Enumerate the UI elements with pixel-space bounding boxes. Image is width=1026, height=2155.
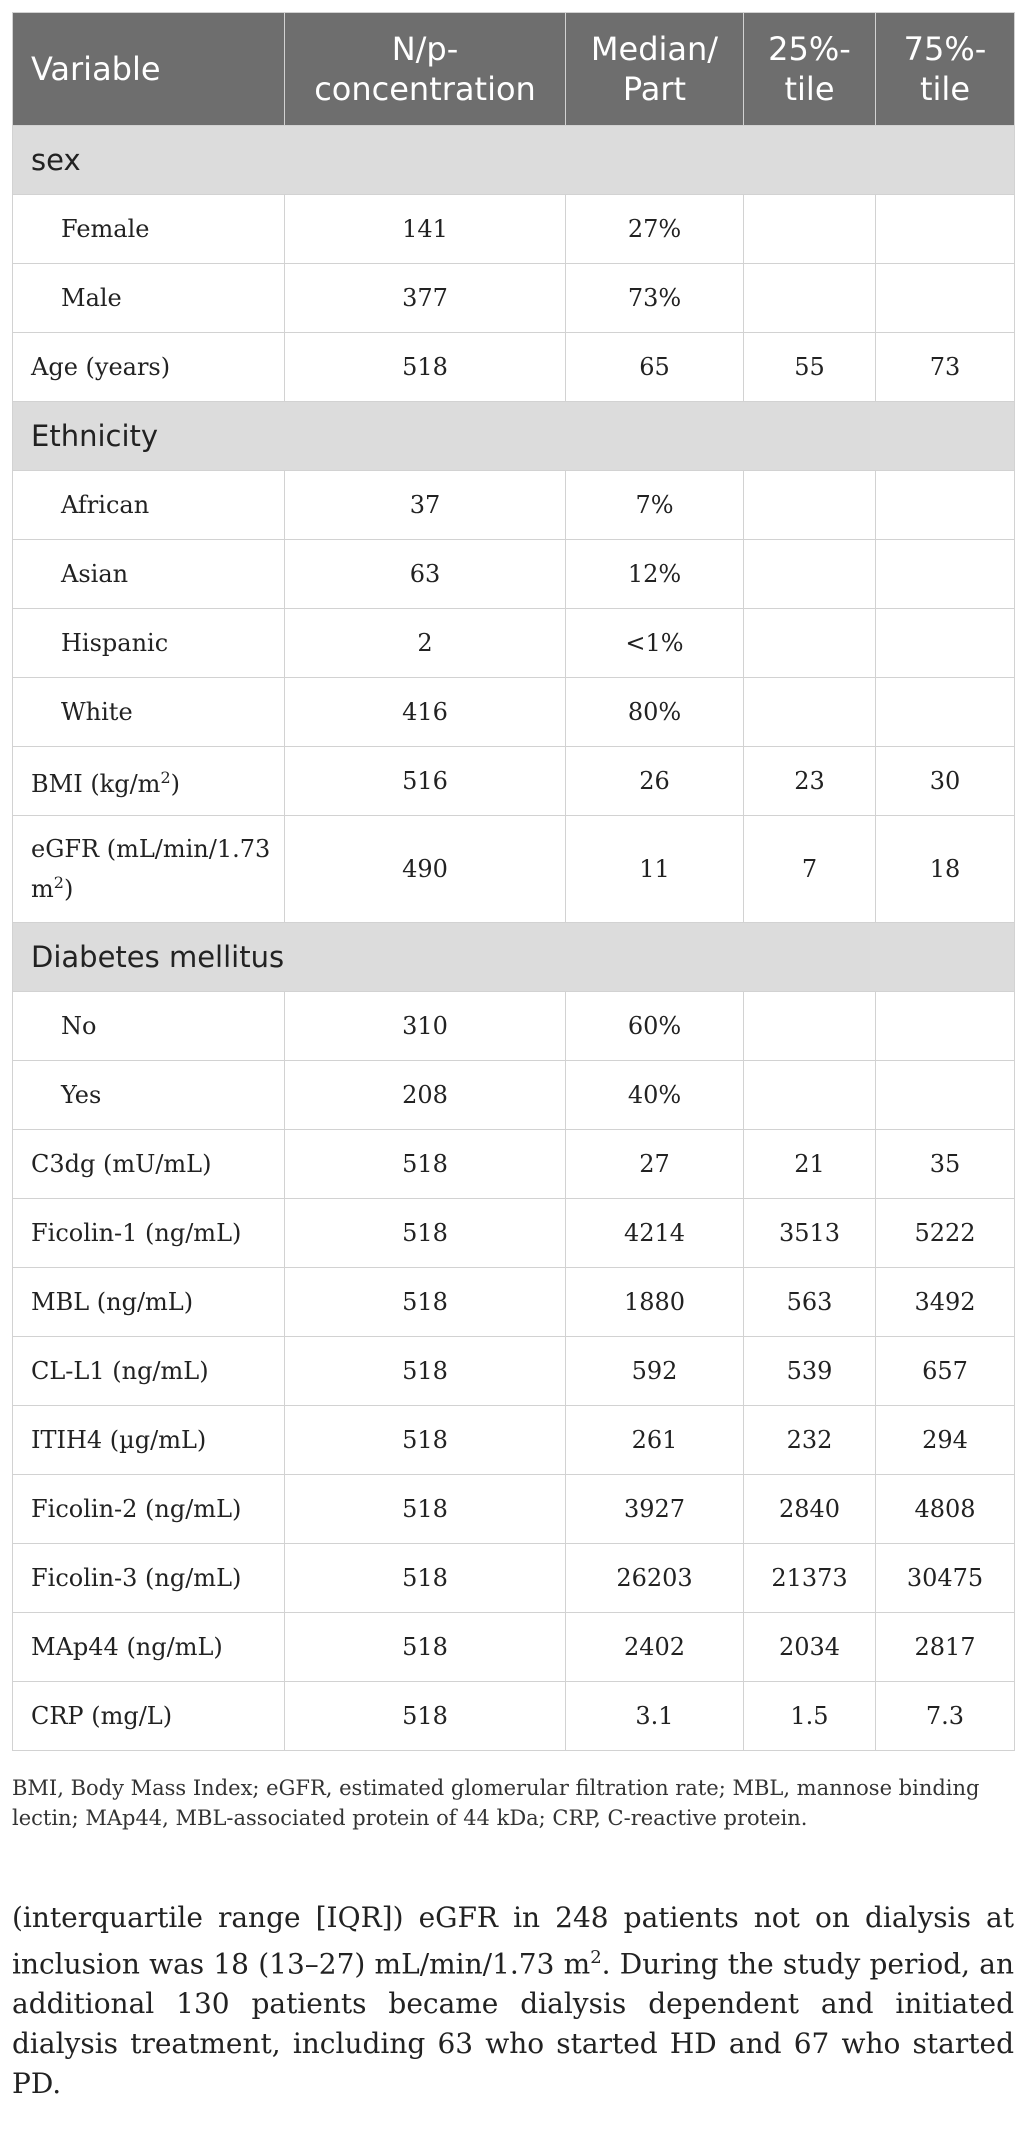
- row-label: [13, 1199, 285, 1268]
- row-label: [13, 609, 285, 678]
- row-label: [13, 1406, 285, 1475]
- cell-median: 11: [566, 816, 744, 923]
- row-label: [13, 816, 285, 923]
- section-label: Ethnicity: [13, 402, 1015, 471]
- table-row: [13, 678, 1015, 747]
- cell-n: 518: [285, 1544, 566, 1613]
- table-row: [13, 264, 1015, 333]
- cell-p75: 3492: [876, 1268, 1015, 1337]
- cell-p75: 73: [876, 333, 1015, 402]
- cell-median: 2402: [566, 1613, 744, 1682]
- cell-median: 261: [566, 1406, 744, 1475]
- table-row: [13, 1475, 1015, 1544]
- row-label-suffix: ): [63, 875, 74, 903]
- cell-p25: [744, 195, 876, 264]
- row-label-text: African: [61, 491, 150, 519]
- cell-median: 27%: [566, 195, 744, 264]
- row-label-text: Ficolin-2 (ng/mL): [31, 1495, 242, 1523]
- section-label: sex: [13, 126, 1015, 195]
- cell-p25: [744, 471, 876, 540]
- cell-p75: 35: [876, 1130, 1015, 1199]
- row-label: [13, 1475, 285, 1544]
- body-text-part1: (interquartile range [IQR]) eGFR in 248 patients not on dialysis at inclusion was 18 (13–27) mL/min/1.73 m: [12, 1901, 1014, 1981]
- cell-median: 1880: [566, 1268, 744, 1337]
- cell-n: 518: [285, 1199, 566, 1268]
- row-label: [13, 1337, 285, 1406]
- table-row: [13, 747, 1015, 816]
- header-n: N/p-concentration: [285, 13, 566, 126]
- cell-p75: 18: [876, 816, 1015, 923]
- cell-p75: [876, 471, 1015, 540]
- cell-p25: 539: [744, 1337, 876, 1406]
- row-label: [13, 1061, 285, 1130]
- table-row: [13, 1130, 1015, 1199]
- cell-n: 518: [285, 1682, 566, 1751]
- header-variable: Variable: [13, 13, 285, 126]
- row-label: [13, 264, 285, 333]
- cell-p75: [876, 609, 1015, 678]
- section-row: [13, 923, 1015, 992]
- cell-median: 4214: [566, 1199, 744, 1268]
- cell-median: <1%: [566, 609, 744, 678]
- cell-p25: 2840: [744, 1475, 876, 1544]
- cell-n: 141: [285, 195, 566, 264]
- row-label: [13, 1268, 285, 1337]
- row-label: [13, 1130, 285, 1199]
- row-label-text: Hispanic: [61, 629, 169, 657]
- cell-p75: [876, 992, 1015, 1061]
- cell-p25: [744, 540, 876, 609]
- row-label-text: Ficolin-3 (ng/mL): [31, 1564, 242, 1592]
- table-row: [13, 609, 1015, 678]
- cell-median: 592: [566, 1337, 744, 1406]
- body-text-part2: . During the study period, an additional 130 patients became dialysis dependent and initiated dialysis treatment, including 63 who started HD and 67 who started PD.: [12, 1947, 1014, 2101]
- cell-median: 65: [566, 333, 744, 402]
- row-label: [13, 678, 285, 747]
- table-header: [13, 13, 1015, 126]
- row-label-suffix: ): [170, 770, 180, 798]
- section-row: [13, 402, 1015, 471]
- cell-n: 37: [285, 471, 566, 540]
- cell-p25: [744, 264, 876, 333]
- cell-p75: 7.3: [876, 1682, 1015, 1751]
- table-row: [13, 992, 1015, 1061]
- cell-p25: 21373: [744, 1544, 876, 1613]
- table-row: [13, 1199, 1015, 1268]
- row-label-text: BMI (kg/m: [31, 770, 161, 798]
- table-footnote: BMI, Body Mass Index; eGFR, estimated glomerular filtration rate; MBL, mannose binding lectin; MAp44, MBL-associated protein of 44 kDa; CRP, C-reactive protein.: [12, 1776, 980, 1830]
- cell-p25: 1.5: [744, 1682, 876, 1751]
- cell-n: 377: [285, 264, 566, 333]
- cell-p25: 7: [744, 816, 876, 923]
- cell-n: 208: [285, 1061, 566, 1130]
- table-row: [13, 816, 1015, 923]
- row-label-text: Age (years): [31, 353, 171, 381]
- cell-n: 518: [285, 1613, 566, 1682]
- table-row: [13, 1268, 1015, 1337]
- row-label: [13, 747, 285, 816]
- cell-median: 3927: [566, 1475, 744, 1544]
- cell-n: 518: [285, 1268, 566, 1337]
- cell-median: 27: [566, 1130, 744, 1199]
- row-label-text: Ficolin-1 (ng/mL): [31, 1219, 242, 1247]
- header-p75: 75%-tile: [876, 13, 1015, 126]
- cell-median: 40%: [566, 1061, 744, 1130]
- row-label-superscript: 2: [160, 768, 171, 787]
- cell-n: 2: [285, 609, 566, 678]
- cell-p25: 21: [744, 1130, 876, 1199]
- table-row: [13, 540, 1015, 609]
- cell-p75: 30475: [876, 1544, 1015, 1613]
- cell-n: 416: [285, 678, 566, 747]
- cell-median: 26: [566, 747, 744, 816]
- cell-p25: 23: [744, 747, 876, 816]
- cell-median: 3.1: [566, 1682, 744, 1751]
- cell-p75: 2817: [876, 1613, 1015, 1682]
- cell-n: 518: [285, 1337, 566, 1406]
- cell-p25: 2034: [744, 1613, 876, 1682]
- table-row: [13, 1337, 1015, 1406]
- cell-n: 63: [285, 540, 566, 609]
- row-label: [13, 195, 285, 264]
- cell-median: 26203: [566, 1544, 744, 1613]
- row-label-text: C3dg (mU/mL): [31, 1150, 212, 1178]
- cell-median: 12%: [566, 540, 744, 609]
- table-row: [13, 1406, 1015, 1475]
- table-row: [13, 195, 1015, 264]
- cell-p25: [744, 678, 876, 747]
- header-median: Median/ Part: [566, 13, 744, 126]
- body-paragraph: [12, 1898, 1014, 2104]
- header-p25: 25%-tile: [744, 13, 876, 126]
- table-row: [13, 1613, 1015, 1682]
- data-table: [12, 12, 1015, 1751]
- body-superscript: 2: [590, 1947, 602, 1968]
- row-label-text: CL-L1 (ng/mL): [31, 1357, 209, 1385]
- table-body: [13, 126, 1015, 1751]
- row-label-text: Yes: [61, 1081, 102, 1109]
- cell-p75: [876, 195, 1015, 264]
- table-row: [13, 1061, 1015, 1130]
- row-label-superscript: 2: [53, 873, 64, 892]
- table-row: [13, 1544, 1015, 1613]
- cell-n: 518: [285, 1475, 566, 1544]
- cell-n: 490: [285, 816, 566, 923]
- cell-p25: [744, 992, 876, 1061]
- cell-p75: [876, 540, 1015, 609]
- cell-p75: [876, 678, 1015, 747]
- cell-p25: 232: [744, 1406, 876, 1475]
- cell-p75: 30: [876, 747, 1015, 816]
- row-label-text: CRP (mg/L): [31, 1702, 173, 1730]
- row-label: [13, 540, 285, 609]
- cell-p25: 55: [744, 333, 876, 402]
- cell-p75: 4808: [876, 1475, 1015, 1544]
- row-label: [13, 1682, 285, 1751]
- header-row: [13, 13, 1015, 126]
- row-label: [13, 471, 285, 540]
- cell-n: 518: [285, 1130, 566, 1199]
- cell-median: 73%: [566, 264, 744, 333]
- row-label-text: MAp44 (ng/mL): [31, 1633, 223, 1661]
- row-label: [13, 992, 285, 1061]
- table-row: [13, 333, 1015, 402]
- row-label-text: eGFR (mL/min/1.73 m: [31, 835, 271, 903]
- section-label: Diabetes mellitus: [13, 923, 1015, 992]
- table-row: [13, 471, 1015, 540]
- cell-p75: 657: [876, 1337, 1015, 1406]
- row-label-text: ITIH4 (µg/mL): [31, 1426, 207, 1454]
- cell-n: 518: [285, 333, 566, 402]
- cell-n: 518: [285, 1406, 566, 1475]
- table-row: [13, 1682, 1015, 1751]
- row-label-text: MBL (ng/mL): [31, 1288, 194, 1316]
- section-row: [13, 126, 1015, 195]
- cell-p75: [876, 1061, 1015, 1130]
- cell-n: 310: [285, 992, 566, 1061]
- cell-p25: 3513: [744, 1199, 876, 1268]
- cell-p25: 563: [744, 1268, 876, 1337]
- row-label-text: Asian: [61, 560, 129, 588]
- cell-p75: 5222: [876, 1199, 1015, 1268]
- row-label: [13, 333, 285, 402]
- row-label: [13, 1544, 285, 1613]
- cell-p75: 294: [876, 1406, 1015, 1475]
- row-label-text: Female: [61, 215, 150, 243]
- cell-median: 7%: [566, 471, 744, 540]
- row-label-text: White: [61, 698, 133, 726]
- row-label: [13, 1613, 285, 1682]
- cell-p75: [876, 264, 1015, 333]
- cell-median: 80%: [566, 678, 744, 747]
- cell-p25: [744, 1061, 876, 1130]
- cell-n: 516: [285, 747, 566, 816]
- row-label-text: Male: [61, 284, 122, 312]
- cell-p25: [744, 609, 876, 678]
- cell-median: 60%: [566, 992, 744, 1061]
- row-label-text: No: [61, 1012, 97, 1040]
